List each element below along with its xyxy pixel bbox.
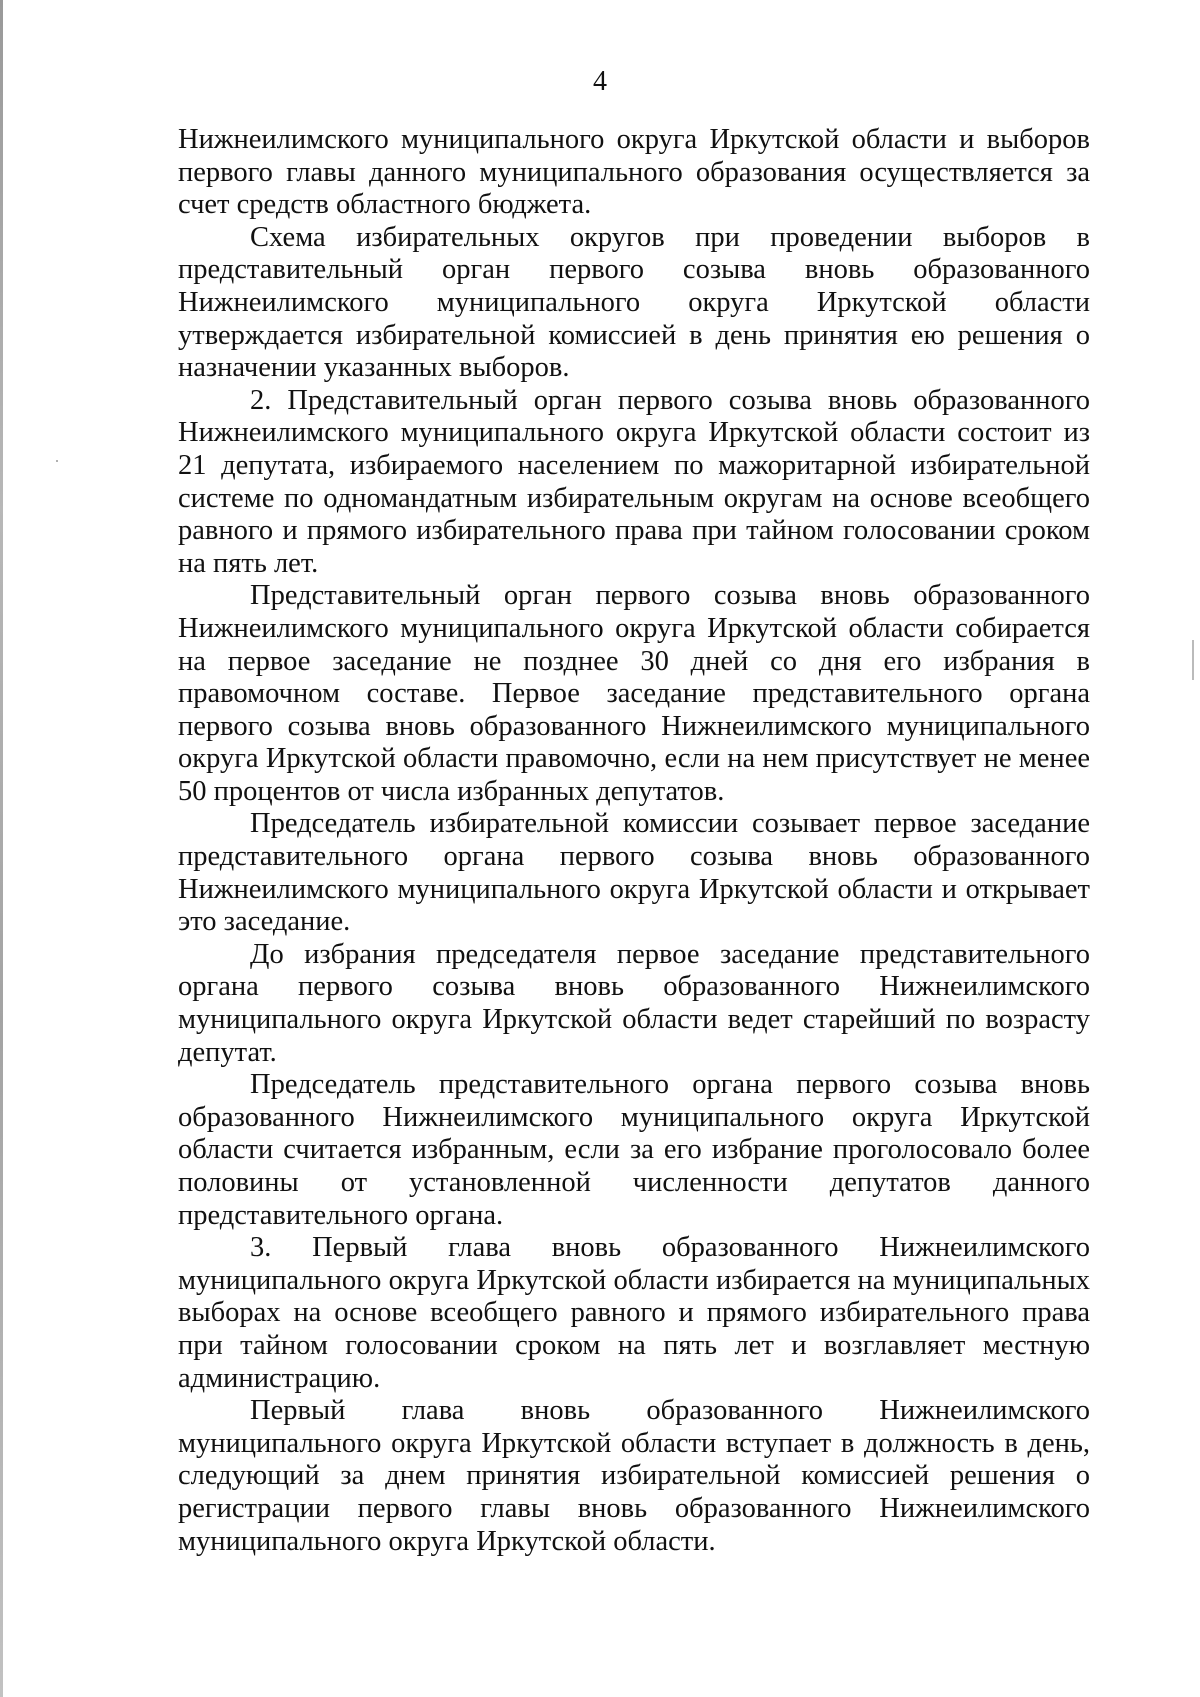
document-body	[178, 124, 1090, 1558]
paragraph-item-3-head-election: 3. Первый глава вновь образованного Нижнеилимского муниципального округа Иркутской области избирается на муниципальных выборах на основе всеобщего равного и прямого избирательного права при тайном голосовании сроком на пять лет и возглавляет местную администрацию.	[178, 1232, 1090, 1394]
paragraph-item-2-composition: 2. Представительный орган первого созыва вновь образованного Нижнеилимского муниципального округа Иркутской области состоит из 21 депутата, избираемого населением по мажоритарной избирательной системе по одномандатным избирательным округам на основе всеобщего равного и прямого избирательного права при тайном голосовании сроком на пять лет.	[178, 384, 1090, 579]
paragraph-continuation: Нижнеилимского муниципального округа Иркутской области и выборов первого главы данного муниципального образования осуществляется за счет средств областного бюджета.	[178, 124, 1090, 221]
scan-artifact-dot	[56, 460, 58, 462]
paragraph-commission-chair: Председатель избирательной комиссии созывает первое заседание представительного органа первого созыва вновь образованного Нижнеилимского муниципального округа Иркутской области и открывает это заседание.	[178, 808, 1090, 938]
scan-edge-shadow	[0, 0, 3, 1697]
paragraph-first-session: Представительный орган первого созыва вновь образованного Нижнеилимского муниципального округа Иркутской области собирается на первое заседание не позднее 30 дней со дня его избрания в правомочном составе. Первое заседание представительного органа первого созыва вновь образованного Нижнеилимского муниципального округа Иркутской области правомочно, если на нем присутствует не менее 50 процентов от числа избранных депутатов.	[178, 580, 1090, 807]
paragraph-chair-election: Председатель представительного органа первого созыва вновь образованного Нижнеилимского муниципального округа Иркутской области считается избранным, если за его избрание проголосовало более половины от установленной численности депутатов данного представительного органа.	[178, 1069, 1090, 1231]
paragraph-district-scheme: Схема избирательных округов при проведении выборов в представительный орган первого созыва вновь образованного Нижнеилимского муниципального округа Иркутской области утверждается избирательной комиссией в день принятия ею решения о назначении указанных выборов.	[178, 221, 1090, 384]
scan-artifact-mark	[1192, 640, 1194, 680]
paragraph-eldest-deputy: До избрания председателя первое заседание представительного органа первого созыва вновь образованного Нижнеилимского муниципального округа Иркутской области ведет старейший по возрасту депутат.	[178, 938, 1090, 1068]
page-number: 4	[593, 66, 607, 97]
paragraph-head-takes-office: Первый глава вновь образованного Нижнеилимского муниципального округа Иркутской области вступает в должность в день, следующий за днем принятия избирательной комиссией решения о регистрации первого главы вновь образованного Нижнеилимского муниципального округа Иркутской области.	[178, 1395, 1090, 1557]
